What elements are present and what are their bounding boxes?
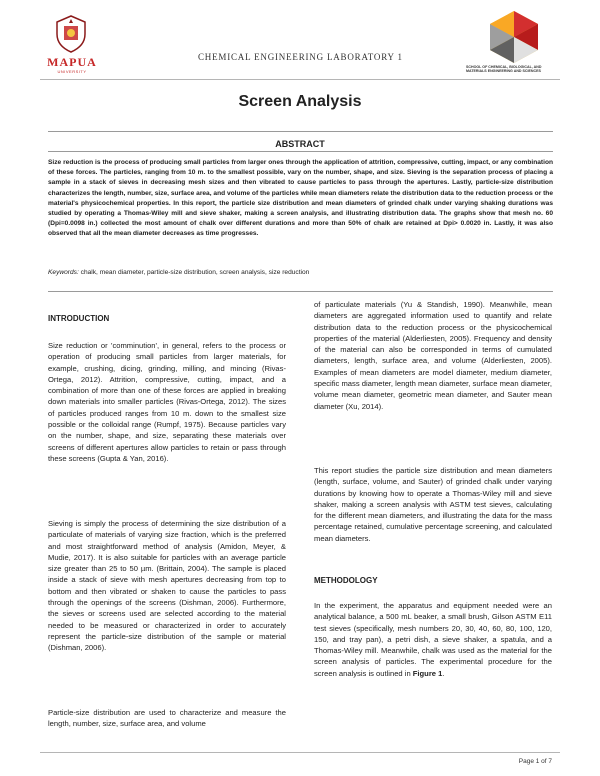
methodology-paragraph-block xyxy=(314,600,552,679)
intro-paragraph-1: Size reduction or 'comminution', in general, refers to the process or operation of producing small particles from larger materials, for example, crushing, dicing, grinding, milling, and mincing (Rivas-Ortega, 2012). Attrition, compressive, cutting, impact, and a combination of more than one of these forces are applied in breaking down materials into smaller particles (Rivas-Ortega, 2012). The sizes of particles produced ranges from 10 m. down to the smallest size possible or the colloidal range (Rumpf, 1975). Because particles vary on the number, shape, and size, separating these materials over screens of different apertures allow particles to retain or pass through these screens (Gupta & Yan, 2016). xyxy=(48,341,286,463)
lab-title: CHEMICAL ENGINEERING LABORATORY 1 xyxy=(198,52,403,62)
introduction-heading-block xyxy=(48,313,286,324)
university-subtitle: UNIVERSITY xyxy=(57,69,87,74)
right-paragraph-1: of particulate materials (Yu & Standish, 1990). Meanwhile, mean diameters are aggregated information used to quantify and relate distribution data to the reduction process or the physicochemical properties of the material (Alderliesten, 2005). Frequency and density of the material can also be corresponded in terms of cumulated diameters, length, surface area, and volume (Alderliesten, 2005). Examples of mean diameters are model diameter, medium diameter, specific mass diameter, length mean diameter, surface mean diameter, volume mean diameter, geometric mean diameter, and Sauter mean diameter (Xu, 2014). xyxy=(314,300,552,411)
abstract-text: Size reduction is the process of producing small particles from larger ones through the application of attrition, compressive, cutting, impact, or any combination of these forces. The particles, ranging from 10 m. to the smallest possible, vary on the number, shape, and size. Sieving is the separation process of placing a sample in a stack of sieves in decreasing mesh sizes and then vibrated to cause particles to pass through the apertures. Lastly, particle-size distribution characterizes the length, number, size, surface area, and volume of the particles while mean diameters relate the distribution data to the reduction process or the material's physicochemical properties. In this report, the particle size distribution and mean diameters of grinded chalk under varying shaking durations was studied by operating a Thomas-Wiley mill and sieve shaker, making a screen analysis, and illustrating distribution data. The graphs show that mesh no. 60 (Dpi=0.0098 in.) collected the most amount of chalk over different durations and more than 50% of chalk are retained at Dpi> 0.0020 in. Lastly, it was also observed that all the mean diameter decreases as time progresses. xyxy=(48,159,553,238)
abstract-top-rule xyxy=(48,131,553,132)
keywords-list: chalk, mean diameter, particle-size distribution, screen analysis, size reduction xyxy=(80,269,310,276)
methodology-heading: METHODOLOGY xyxy=(314,576,378,585)
methodology-paragraph xyxy=(314,600,552,679)
keywords xyxy=(48,268,553,278)
footer-divider xyxy=(40,752,560,753)
school-name xyxy=(466,65,570,74)
intro-paragraph-2-block xyxy=(48,518,286,654)
figure-reference[interactable]: Figure 1 xyxy=(412,668,443,678)
methodology-heading-block xyxy=(314,575,552,586)
university-name: MAPUA xyxy=(47,55,97,69)
intro-paragraph-2: Sieving is simply the process of determining the size distribution of a particulate of materials of varying size fraction, which is the preferred and most straightforward method of analysis (Amidon, Meyer, & Mudie, 2017). It is also suitable for particles with an average particle size greater than 25 to 50 µm. (Brittain, 2004). The sample is placed inside a stack of sieve with mesh apertures decreasing from top to bottom and then vibrated or shaken to cause the particles to pass through the openings of the screens (Dishman, 2006). Furthermore, the sieves or screens used are selected according to the material needed to be measured or characterized in order to accurately represent the particle-size distribution of the sample or material (Dishman, 2006). xyxy=(48,519,286,653)
methodology-text: In the experiment, the apparatus and equipment needed were an analytical balance, a 500 mL beaker, a small brush, Gilson ASTM E11 test sieves (specifically, mesh numbers 20, 30, 40, 60, 80, 100, 120, 150, and tray pan), a petri dish, a sieve shaker, a spatula, and a Thomas-Wiley mill. Meanwhile, chalk was used as the material for the screen analysis of particles. The experimental procedure for the screen analysis is outlined in xyxy=(314,601,552,678)
intro-paragraph-1-block xyxy=(48,340,286,464)
hexagon-logo-icon xyxy=(488,10,540,64)
school-name-line1: SCHOOL OF CHEMICAL, BIOLOGICAL, AND xyxy=(466,65,542,69)
abstract-heading: ABSTRACT xyxy=(275,139,325,149)
header-divider xyxy=(40,79,560,80)
school-name-line2: MATERIALS ENGINEERING AND SCIENCES xyxy=(466,69,541,74)
introduction-heading: INTRODUCTION xyxy=(48,314,110,323)
intro-paragraph-3: Particle-size distribution are used to characterize and measure the length, number, size, surface area, and volume xyxy=(48,708,286,729)
seal-emblem-icon xyxy=(52,14,90,54)
right-paragraph-1-block xyxy=(314,299,552,412)
school-logo xyxy=(466,10,566,78)
methodology-period: . xyxy=(442,668,445,678)
abstract-bottom-rule xyxy=(48,291,553,292)
keywords-label: Keywords: xyxy=(48,269,79,276)
page-title: Screen Analysis xyxy=(238,93,362,110)
university-logo xyxy=(42,14,102,76)
intro-paragraph-3-block xyxy=(48,707,286,730)
right-paragraph-2: This report studies the particle size distribution and mean diameters (length, surface, volume, and Sauter) of grinded chalk under varying durations by knowing how to operate a Thomas-Wiley mill and sieve shaker, making a screen analysis with ASTM test sieves, calculating for the different mean diameters, and illustrating the data for the mass percentage retained, cumulative percentage screening, and calculated mean diameters. xyxy=(314,466,552,543)
right-paragraph-2-block xyxy=(314,465,552,544)
page-number: Page 1 of 7 xyxy=(518,758,552,765)
abstract-heading-rule xyxy=(48,151,553,152)
